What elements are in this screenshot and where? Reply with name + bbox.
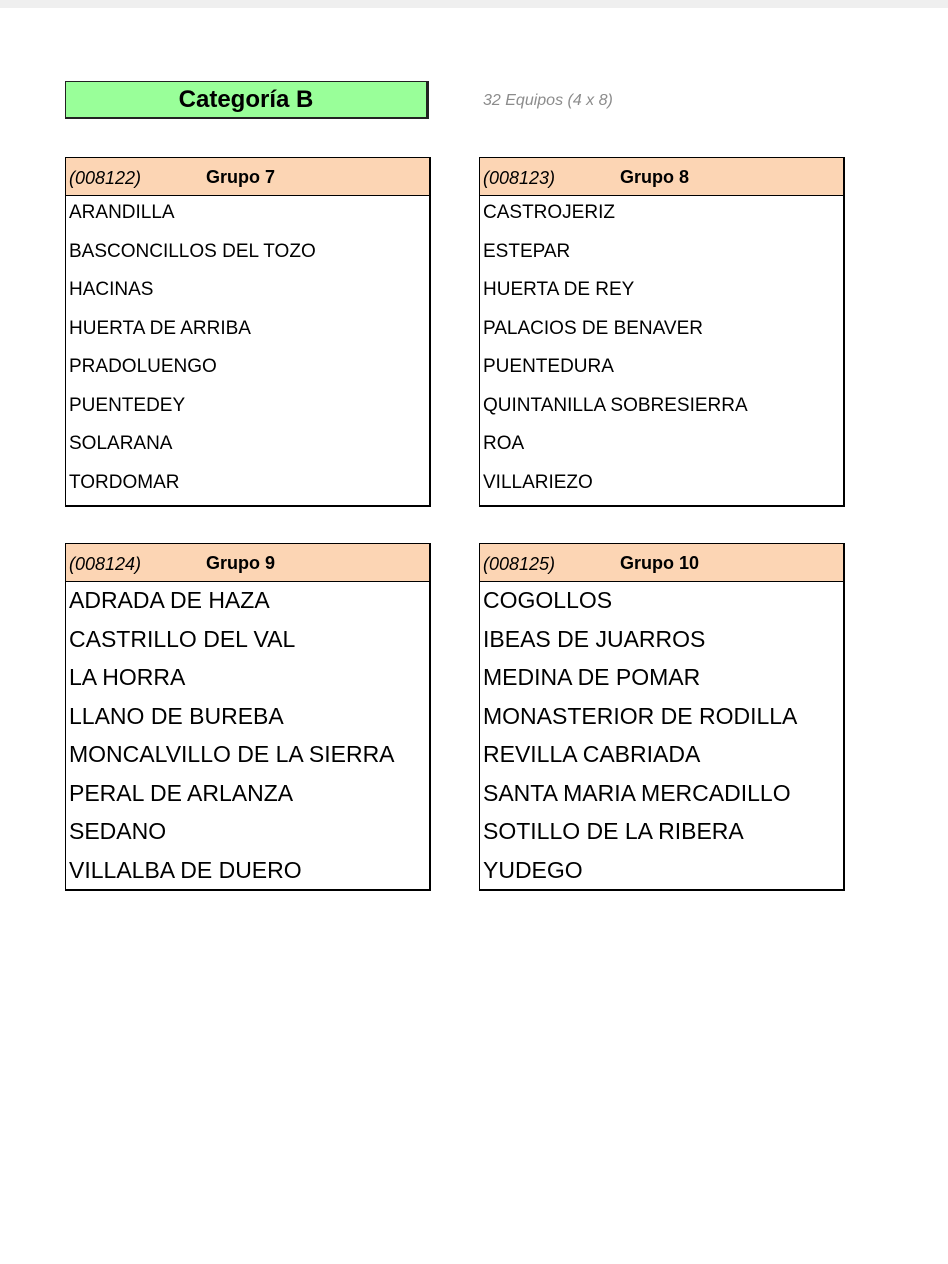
category-title: Categoría B — [65, 81, 429, 119]
group-9-table — [65, 543, 431, 891]
team-row: BASCONCILLOS DEL TOZO — [69, 240, 316, 262]
group-title: Grupo 8 — [620, 167, 690, 187]
team-list — [480, 196, 843, 504]
team-row: LLANO DE BUREBA — [69, 702, 284, 729]
team-row: YUDEGO — [483, 856, 583, 883]
group-code: (008124) — [69, 554, 142, 574]
team-row: PUENTEDURA — [483, 356, 614, 377]
team-row: HACINAS — [69, 279, 154, 300]
group-header — [480, 544, 843, 582]
group-header — [66, 544, 429, 582]
team-row: MEDINA DE POMAR — [483, 664, 701, 690]
team-row: ESTEPAR — [483, 240, 571, 262]
group-7-table — [65, 157, 431, 507]
team-row: SOTILLO DE LA RIBERA — [483, 818, 744, 844]
team-row: CASTRILLO DEL VAL — [69, 625, 296, 652]
team-row: PRADOLUENGO — [69, 356, 217, 377]
group-10-table — [479, 543, 845, 891]
team-row: QUINTANILLA SOBRESIERRA — [483, 394, 748, 416]
team-row: PERAL DE ARLANZA — [69, 779, 294, 806]
team-row: HUERTA DE ARRIBA — [69, 317, 251, 339]
group-title: Grupo 9 — [206, 553, 276, 573]
team-row: SEDANO — [69, 818, 167, 844]
group-code: (008125) — [483, 554, 556, 574]
group-code: (008122) — [69, 168, 142, 188]
team-list — [66, 582, 429, 890]
group-title: Grupo 7 — [206, 167, 276, 187]
team-row: CASTROJERIZ — [483, 202, 615, 223]
team-row: TORDOMAR — [69, 471, 180, 493]
group-8-table — [479, 157, 845, 507]
sheet-top-strip — [0, 0, 948, 8]
team-row: VILLARIEZO — [483, 471, 593, 493]
team-row: ADRADA DE HAZA — [69, 587, 270, 613]
team-row: ARANDILLA — [69, 202, 175, 223]
team-row: SANTA MARIA MERCADILLO — [483, 779, 791, 806]
team-row: PUENTEDEY — [69, 394, 186, 416]
team-row: SOLARANA — [69, 433, 173, 454]
group-title: Grupo 10 — [620, 553, 700, 573]
group-header — [66, 158, 429, 196]
team-row: COGOLLOS — [483, 587, 613, 613]
team-row: LA HORRA — [69, 664, 186, 690]
team-list — [66, 196, 429, 504]
team-count-note: 32 Equipos (4 x 8) — [483, 92, 613, 109]
team-row: MONCALVILLO DE LA SIERRA — [69, 741, 395, 767]
team-row: HUERTA DE REY — [483, 279, 635, 300]
team-row: IBEAS DE JUARROS — [483, 625, 706, 652]
team-list — [480, 582, 843, 890]
team-row: VILLALBA DE DUERO — [69, 856, 302, 883]
team-row: PALACIOS DE BENAVER — [483, 317, 703, 339]
team-row: MONASTERIOR DE RODILLA — [483, 702, 798, 729]
group-code: (008123) — [483, 168, 556, 188]
team-row: REVILLA CABRIADA — [483, 741, 701, 767]
team-row: ROA — [483, 433, 525, 454]
group-header — [480, 158, 843, 196]
